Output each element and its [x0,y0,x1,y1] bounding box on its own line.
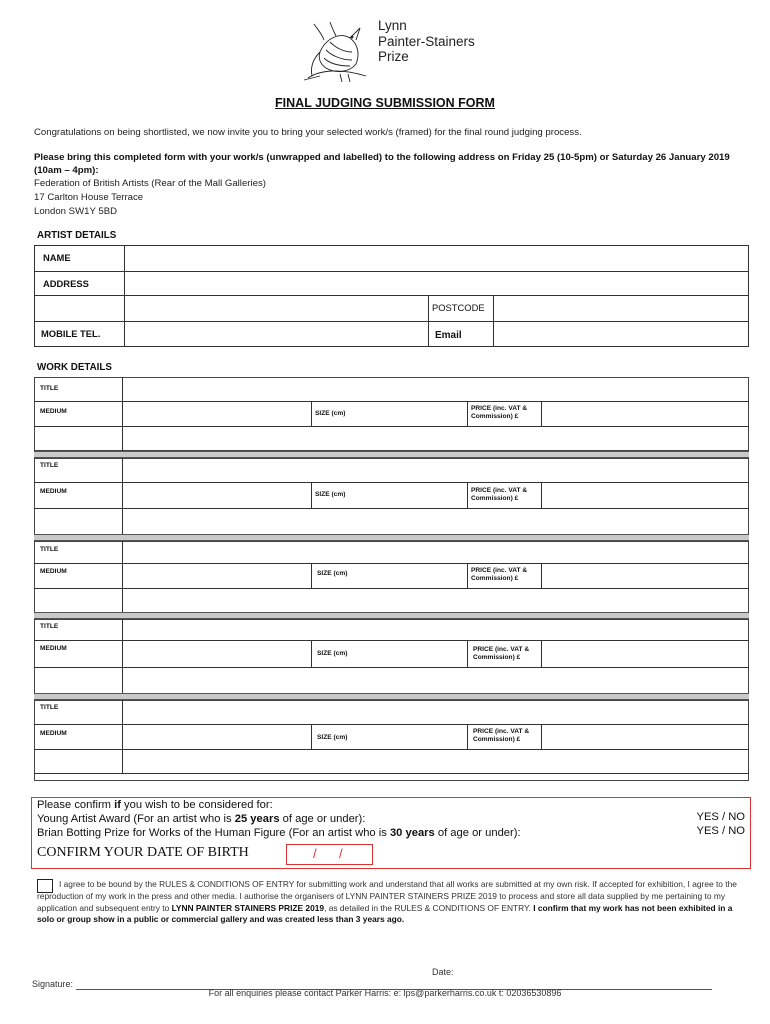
brian-botting-prize-text [37,827,521,839]
yaa-text: Young Artist Award (For an artist who is [37,813,235,825]
price-line: PRICE (inc. VAT & [473,728,530,735]
work-entry [34,377,749,451]
price-line: Commission) £ [471,412,519,420]
address-field[interactable] [125,272,748,295]
artist-details-table [34,245,749,347]
work-price-field[interactable] [542,402,748,426]
work-size-field[interactable] [364,564,467,588]
work-price-label [471,405,527,421]
work-size-label: SIZE (cm) [317,734,348,741]
brand-line: Lynn [378,18,407,33]
postcode-label: POSTCODE [432,302,485,313]
bbp-text: Brian Botting Prize for Works of the Human Figure (For an artist who is [37,827,390,839]
work-price-field[interactable] [542,564,748,588]
work-title-field[interactable] [123,620,748,640]
price-line: PRICE (inc. VAT & [471,405,528,412]
work-price-field[interactable] [542,483,748,508]
address-label: ADDRESS [43,278,89,289]
work-price-label [471,567,527,583]
price-line: Commission) £ [471,494,519,502]
confirm-intro [37,799,273,811]
mobile-label: MOBILE TEL. [41,328,101,339]
work-title-label: TITLE [40,462,59,469]
confirm-intro-text: Please confirm [37,799,115,811]
work-price-label [473,646,529,662]
dob-label: CONFIRM YOUR DATE OF BIRTH [37,845,249,860]
work-medium-field[interactable] [123,483,311,508]
confirm-intro-text: you wish to be considered for: [120,799,273,811]
price-line: Commission) £ [473,653,521,661]
price-line: PRICE (inc. VAT & [471,567,528,574]
work-size-label: SIZE (cm) [317,650,348,657]
work-size-label: SIZE (cm) [317,570,348,577]
work-medium-label: MEDIUM [40,408,67,415]
yaa-text: of age or under): [279,813,366,825]
bbp-bold: 30 years [389,827,435,839]
agreement-text [37,879,737,926]
agreement-part: , as detailed in the RULES & CONDITIONS OF ENTRY. [324,902,534,913]
address-line: Federation of British Artists (Rear of the Mall Galleries) [34,178,266,189]
date-of-birth-field[interactable] [286,844,373,865]
bird-logo-icon [300,18,372,84]
date-label: Date: [432,967,454,977]
work-price-field[interactable] [542,725,748,749]
mobile-field[interactable] [125,322,428,346]
work-details-heading: WORK DETAILS [37,362,112,373]
young-artist-yes-no[interactable]: YES / NO [696,811,745,823]
confirm-intro-bold: if [114,799,121,811]
intro-text: Congratulations on being shortlisted, we now invite you to bring your selected work/s (framed) for the final round judging process. [34,127,582,138]
agreement-part: I agree to be bound by the RULES & CONDITIONS OF ENTRY for submitting work and understand that all works are submitted at my own risk. If accepted for exhibition, I agree to the reproduction of my work in the press and other media. I authorise the organisers of LYNN PAINTER STAINERS PRIZE 2019 to process and store all data supplied by me pertaining to my application and subsequent entry to [37,879,737,913]
email-field[interactable] [494,322,748,346]
agreement-bold: LYNN PAINTER STAINERS PRIZE 2019 [171,902,325,913]
work-medium-label: MEDIUM [40,730,67,737]
work-entry [34,534,749,613]
footer-contact: For all enquiries please contact Parker Harris: e: lps@parkerharris.co.uk t: 02036530896 [208,988,562,998]
signature-label: Signature: [32,979,74,989]
dob-separator: / [339,846,343,861]
address-line: 17 Carlton House Terrace [34,192,144,203]
work-price-label [473,728,529,744]
yaa-bold: 25 years [234,813,280,825]
work-size-field[interactable] [364,641,467,667]
name-label: NAME [43,252,71,263]
work-medium-field[interactable] [123,402,311,426]
price-line: PRICE (inc. VAT & [471,487,528,494]
work-title-label: TITLE [40,623,59,630]
agreement-bold: I confirm that my work has not been exhibited in a solo or group show in a public or commercial gallery and was created less than 3 years ago. [37,902,733,925]
work-size-field[interactable] [364,483,467,508]
young-artist-award-text [37,813,365,825]
form-title: FINAL JUDGING SUBMISSION FORM [275,96,495,110]
work-title-label: TITLE [40,385,59,392]
work-title-field[interactable] [123,378,748,401]
brand-line: Painter-Stainers [378,33,475,49]
brand-name [378,18,475,65]
postcode-field[interactable] [494,296,748,321]
work-title-field[interactable] [123,459,748,482]
work-title-field[interactable] [123,701,748,724]
email-label: Email [435,330,462,341]
work-entry [34,451,749,535]
work-medium-field[interactable] [123,641,311,667]
work-medium-field[interactable] [123,564,311,588]
work-size-label: SIZE (cm) [315,491,346,498]
work-price-label [471,487,527,503]
work-size-label: SIZE (cm) [315,410,346,417]
price-line: Commission) £ [471,574,519,582]
work-medium-label: MEDIUM [40,645,67,652]
artist-details-heading: ARTIST DETAILS [37,230,117,241]
address-field-2[interactable] [125,296,428,321]
price-line: PRICE (inc. VAT & [473,646,530,653]
dob-separator: / [313,846,317,861]
brand-line: Prize [378,49,409,64]
work-size-field[interactable] [364,402,467,426]
work-price-field[interactable] [542,641,748,667]
name-field[interactable] [125,246,748,271]
work-size-field[interactable] [364,725,467,749]
bbp-text: of age or under): [434,827,521,839]
address-line: London SW1Y 5BD [34,206,118,217]
price-line: Commission) £ [473,735,521,743]
work-medium-field[interactable] [123,725,311,749]
work-medium-label: MEDIUM [40,488,67,495]
work-medium-label: MEDIUM [40,568,67,575]
work-entry [34,693,749,781]
work-title-label: TITLE [40,704,59,711]
brian-botting-yes-no[interactable]: YES / NO [696,825,745,837]
prize-confirmation-box [31,797,751,869]
work-entry [34,612,749,694]
delivery-instructions: Please bring this completed form with your work/s (unwrapped and labelled) to the following address on Friday 25 (10-5pm) or Saturday 26 January 2019 (10am – 4pm): [34,152,730,176]
work-title-field[interactable] [123,542,748,563]
work-title-label: TITLE [40,546,59,553]
